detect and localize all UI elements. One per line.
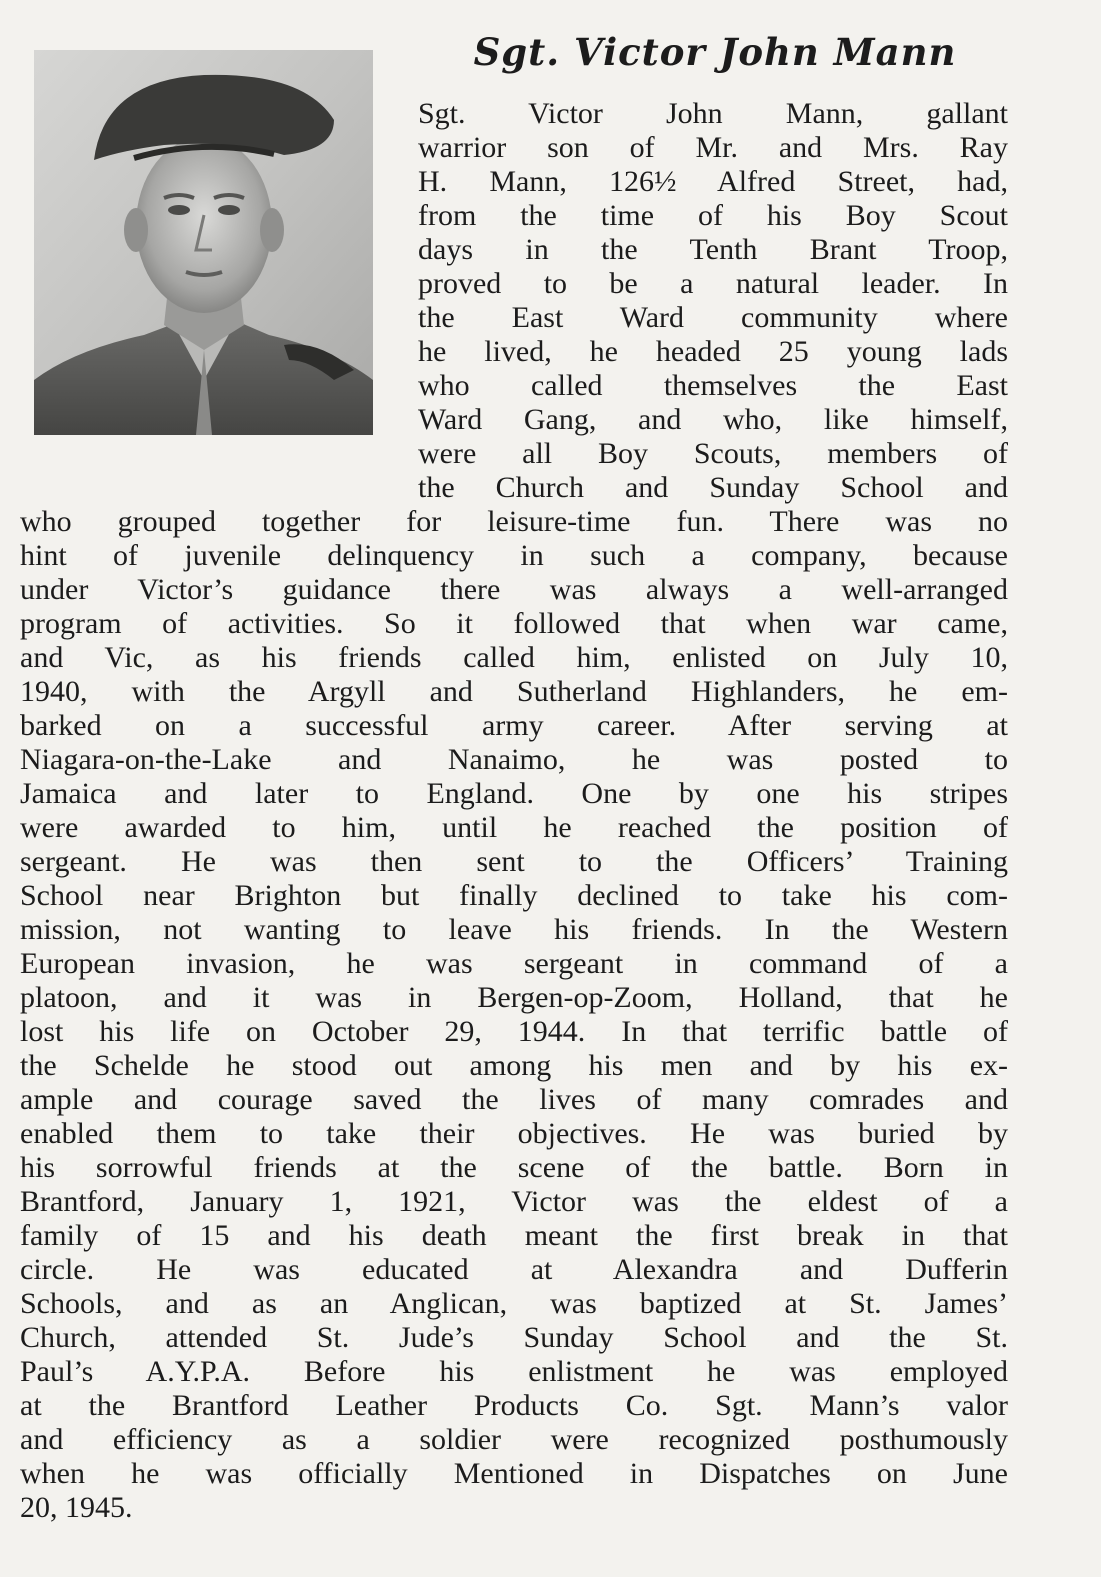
text-line: European invasion, he was sergeant in command of a <box>20 947 1008 980</box>
text-line: were all Boy Scouts, members of <box>418 437 1008 470</box>
text-line: Brantford, January 1, 1921, Victor was the eldest of a <box>20 1185 1008 1218</box>
text-line: under Victor’s guidance there was always a well-arranged <box>20 573 1008 606</box>
text-line: warrior son of Mr. and Mrs. Ray <box>418 131 1008 164</box>
text-line: H. Mann, 126½ Alfred Street, had, <box>418 165 1008 198</box>
text-line: the Schelde he stood out among his men and by his ex- <box>20 1049 1008 1082</box>
text-line: his sorrowful friends at the scene of the battle. Born in <box>20 1151 1008 1184</box>
text-line: and efficiency as a soldier were recognized posthumously <box>20 1423 1008 1456</box>
text-line: platoon, and it was in Bergen-op-Zoom, Holland, that he <box>20 981 1008 1014</box>
text-line: ample and courage saved the lives of many comrades and <box>20 1083 1008 1116</box>
text-line: Schools, and as an Anglican, was baptized at St. James’ <box>20 1287 1008 1320</box>
text-line: Paul’s A.Y.P.A. Before his enlistment he was employed <box>20 1355 1008 1388</box>
text-line: mission, not wanting to leave his friends. In the Western <box>20 913 1008 946</box>
text-line: he lived, he headed 25 young lads <box>418 335 1008 368</box>
text-line: the Church and Sunday School and <box>418 471 1008 504</box>
portrait-photo-image <box>34 50 373 435</box>
text-line: proved to be a natural leader. In <box>418 267 1008 300</box>
article-title: Sgt. Victor John Mann <box>473 30 957 74</box>
text-line: days in the Tenth Brant Troop, <box>418 233 1008 266</box>
text-line: and Vic, as his friends called him, enlisted on July 10, <box>20 641 1008 674</box>
text-line: at the Brantford Leather Products Co. Sgt. Mann’s valor <box>20 1389 1008 1422</box>
text-line: Niagara-on-the-Lake and Nanaimo, he was posted to <box>20 743 1008 776</box>
text-line: enabled them to take their objectives. He was buried by <box>20 1117 1008 1150</box>
text-line: lost his life on October 29, 1944. In that terrific battle of <box>20 1015 1008 1048</box>
text-column-beside-photo <box>418 97 1008 505</box>
text-line: from the time of his Boy Scout <box>418 199 1008 232</box>
text-line: when he was officially Mentioned in Dispatches on June <box>20 1457 1008 1490</box>
text-line: program of activities. So it followed that when war came, <box>20 607 1008 640</box>
text-line: School near Brighton but finally declined to take his com- <box>20 879 1008 912</box>
text-line: the East Ward community where <box>418 301 1008 334</box>
portrait-photo <box>34 50 373 435</box>
text-line: family of 15 and his death meant the first break in that <box>20 1219 1008 1252</box>
text-line: 1940, with the Argyll and Sutherland Highlanders, he em- <box>20 675 1008 708</box>
text-column-full-width <box>20 505 1008 1525</box>
text-line: sergeant. He was then sent to the Officers’ Training <box>20 845 1008 878</box>
text-line: circle. He was educated at Alexandra and Dufferin <box>20 1253 1008 1286</box>
text-line: Ward Gang, and who, like himself, <box>418 403 1008 436</box>
text-line: who grouped together for leisure-time fun. There was no <box>20 505 1008 538</box>
text-line: were awarded to him, until he reached the position of <box>20 811 1008 844</box>
text-line: Sgt. Victor John Mann, gallant <box>418 97 1008 130</box>
text-line: hint of juvenile delinquency in such a company, because <box>20 539 1008 572</box>
text-line: Church, attended St. Jude’s Sunday School and the St. <box>20 1321 1008 1354</box>
text-line: Jamaica and later to England. One by one his stripes <box>20 777 1008 810</box>
text-line: barked on a successful army career. After serving at <box>20 709 1008 742</box>
text-line: 20, 1945. <box>20 1491 133 1524</box>
text-line: who called themselves the East <box>418 369 1008 402</box>
